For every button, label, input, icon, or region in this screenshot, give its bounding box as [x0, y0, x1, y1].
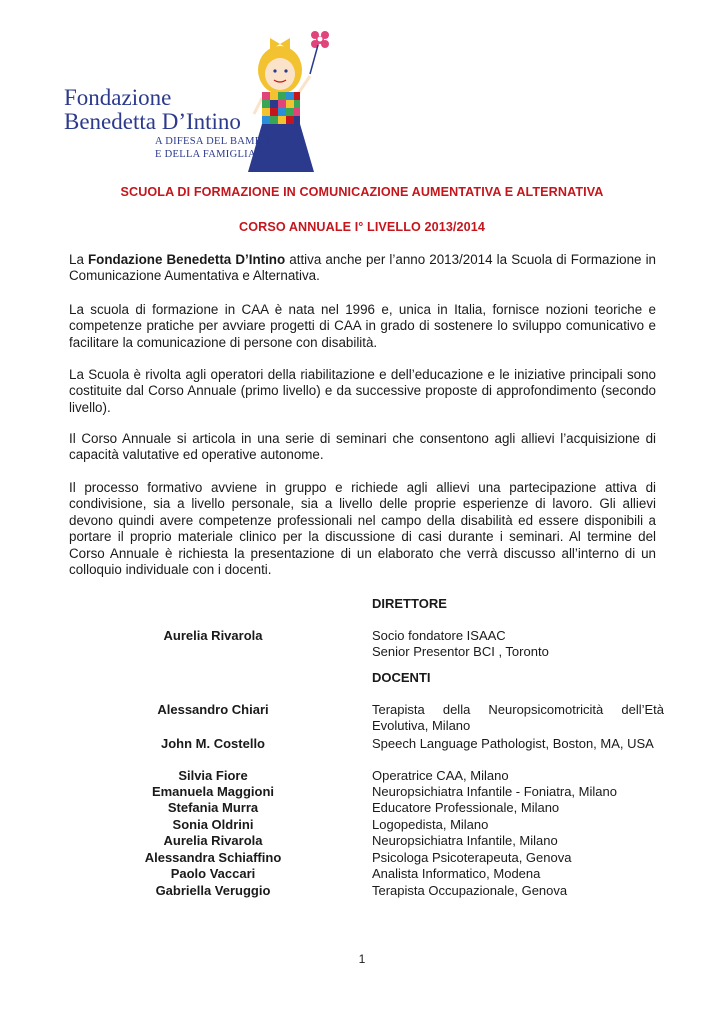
teacher-role: Logopedista, Milano — [372, 817, 489, 832]
teacher-role: Terapista della Neuropsicomotricità dell’Età Evolutiva, Milano — [372, 702, 664, 734]
teacher-name: Silvia Fiore — [178, 768, 248, 783]
teacher-name: Paolo Vaccari — [170, 866, 256, 881]
intro-prefix: La — [69, 252, 88, 267]
director-name: Aurelia Rivarola — [163, 628, 263, 643]
director-role-line2: Senior Presentor BCI , Toronto — [372, 644, 549, 659]
teacher-name: Alessandro Chiari — [157, 702, 269, 717]
school-title: SCUOLA DI FORMAZIONE IN COMUNICAZIONE AUMENTATIVA E ALTERNATIVA — [120, 185, 604, 199]
director-heading: DIRETTORE — [372, 596, 447, 611]
teacher-name: Alessandra Schiaffino — [144, 850, 282, 865]
logo-title-line1: Fondazione — [64, 85, 172, 110]
teacher-name: John M. Costello — [161, 736, 265, 751]
paragraph-history: La scuola di formazione in CAA è nata nel 1996 e, unica in Italia, fornisce nozioni teoriche e competenze pratiche per avviare progetti di CAA in grado di sostenere lo sviluppo comunicativo e facilitare la comunicazione di persone con disabilità. — [69, 302, 656, 350]
paragraph-process: Il processo formativo avviene in gruppo e richiede agli allievi una partecipazione attiva di condivisione, sia a livello personale, sia a livello delle proprie esperienze di lavoro. Gli allievi devono quindi avere competenze professionali nel campo della disabilità ed essere disponibili a portare il proprio materiale clinico per la discussione di casi durante i seminari. Al termine del Corso Annuale è richiesta la presentazione di un elaborato che verrà discusso all’interno di un colloquio individuale con i docenti. — [69, 480, 656, 578]
teacher-role: Educatore Professionale, Milano — [372, 800, 560, 815]
paragraph-audience: La Scuola è rivolta agli operatori della riabilitazione e dell’educazione e le iniziative principali sono costituite dal Corso Annuale (primo livello) e da successive proposte di approfondimento (secondo livello). — [69, 367, 656, 415]
teacher-role: Speech Language Pathologist, Boston, MA, USA — [372, 736, 654, 751]
teacher-name: Aurelia Rivarola — [163, 833, 263, 848]
director-role-line1: Socio fondatore ISAAC — [372, 628, 506, 643]
intro-suffix: attiva anche per l’anno 2013/2014 la Scuola di Formazione in Comunicazione Aumentativa e Alternativa. — [69, 252, 656, 284]
teacher-role: Neuropsichiatra Infantile - Foniatra, Milano — [372, 784, 617, 799]
teacher-name: Sonia Oldrini — [172, 817, 254, 832]
intro-paragraph — [69, 252, 656, 285]
teachers-heading: DOCENTI — [372, 670, 431, 685]
teacher-name: Gabriella Veruggio — [155, 883, 271, 898]
teacher-name: Emanuela Maggioni — [151, 784, 275, 799]
course-title: CORSO ANNUALE I° LIVELLO 2013/2014 — [239, 220, 485, 234]
logo-tagline-line1: A DIFESA DEL BAMBINO — [155, 136, 282, 147]
teacher-role: Neuropsichiatra Infantile, Milano — [372, 833, 558, 848]
teacher-role: Operatrice CAA, Milano — [372, 768, 509, 783]
page-number: 1 — [358, 952, 366, 966]
foundation-name: Fondazione Benedetta D’Intino — [88, 252, 286, 267]
teacher-role: Psicologa Psicoterapeuta, Genova — [372, 850, 572, 865]
paragraph-course: Il Corso Annuale si articola in una serie di seminari che consentono agli allievi l’acquisizione di capacità valutative ed operative autonome. — [69, 431, 656, 463]
logo-tagline-line2: E DELLA FAMIGLIA — [155, 149, 256, 160]
teacher-name: Stefania Murra — [167, 800, 259, 815]
teacher-role: Analista Informatico, Modena — [372, 866, 541, 881]
teacher-role: Terapista Occupazionale, Genova — [372, 883, 568, 898]
foundation-logo — [58, 22, 348, 174]
logo-title-line2: Benedetta D’Intino — [64, 109, 241, 134]
